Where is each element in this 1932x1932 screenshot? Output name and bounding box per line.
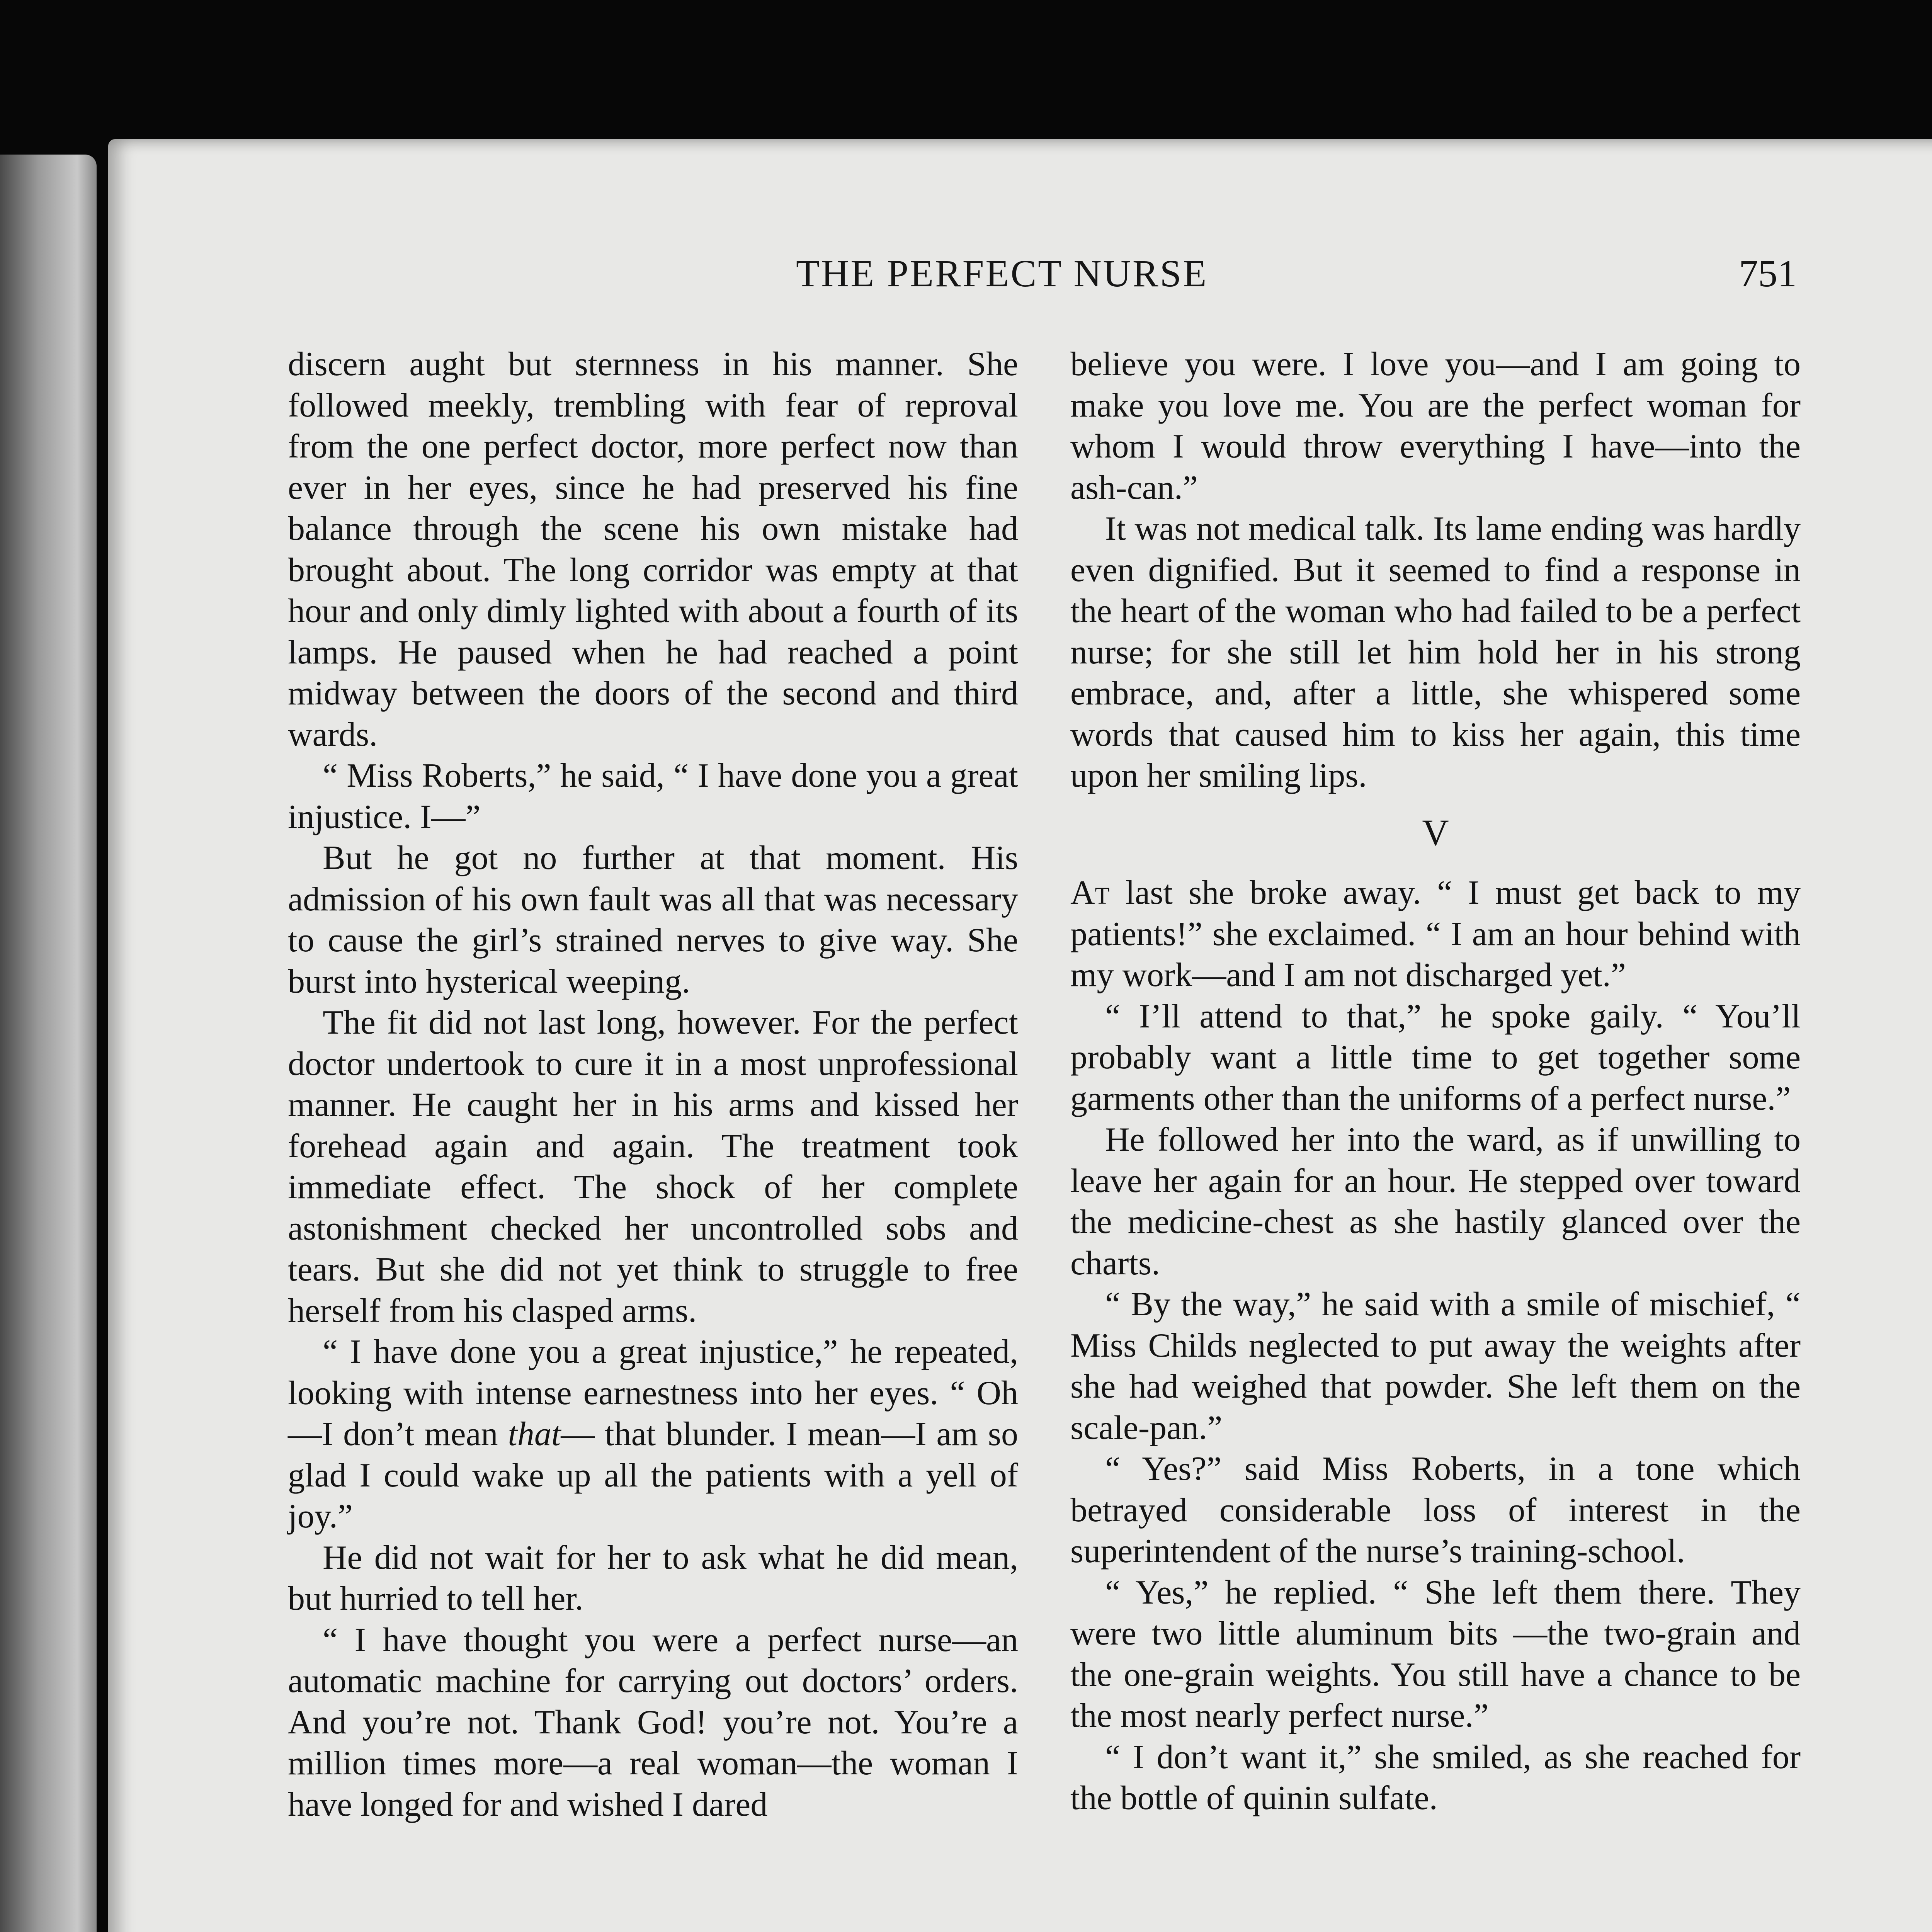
paragraph: “ I don’t want it,” she smiled, as she reached for the bottle of quinin sulfate. [1070, 1738, 1801, 1817]
section-number: V [1422, 811, 1449, 853]
paragraph-text: “ I have done you a great injustice,” he repeated, looking with intense earnestness into her eyes. “ Oh—I don’t mean [288, 1333, 1018, 1453]
left-page-edge [0, 155, 97, 1932]
left-text-column [288, 344, 1018, 1825]
lead-word: At [1070, 874, 1110, 912]
paragraph: “ By the way,” he said with a smile of mischief, “ Miss Childs neglected to put away the weights after she had weighed that powder. She left them on the scale-pan.” [1070, 1286, 1801, 1447]
paragraph: discern aught but sternness in his manner. She followed meekly, trembling with fear of reproval from the one perfect doctor, more perfect now than ever in her eyes, since he had preserved his fine balance through the scene his own mistake had brought about. The long corridor was empty at that hour and only dimly lighted with about a fourth of its lamps. He paused when he had reached a point midway between the doors of the second and third wards. [288, 345, 1018, 753]
paragraph: But he got no further at that moment. His admission of his own fault was all that was necessary to cause the girl’s strained nerves to give way. She burst into hysterical weeping. [288, 839, 1018, 1000]
running-title: THE PERFECT NURSE [796, 252, 1208, 295]
paragraph [288, 1332, 1018, 1537]
paragraph-text: — that blunder. I mean—I am so glad I could wake up all the patients with a yell of joy.” [288, 1415, 1018, 1535]
paragraph: He followed her into the ward, as if unwilling to leave her again for an hour. He stepped over toward the medicine-chest as she hastily glanced over the charts. [1070, 1121, 1801, 1282]
emphasis-text: that [508, 1415, 561, 1453]
page-number: 751 [1739, 252, 1797, 295]
paragraph: He did not wait for her to ask what he did mean, but hurried to tell her. [288, 1539, 1018, 1617]
paragraph: “ I’ll attend to that,” he spoke gaily. “ You’ll probably want a little time to get together some garments other than the uniforms of a perfect nurse.” [1070, 997, 1801, 1117]
paragraph [1070, 872, 1801, 996]
paragraph-text: last she broke away. “ I must get back to my patients!” she exclaimed. “ I am an hour behind with my work—and I am not discharged yet.” [1070, 874, 1801, 994]
paragraph: “ Yes?” said Miss Roberts, in a tone which betrayed considerable loss of interest in the superintendent of the nurse’s training-school. [1070, 1450, 1801, 1570]
paragraph: The fit did not last long, however. For the perfect doctor undertook to cure it in a most unprofessional manner. He caught her in his arms and kissed her forehead again and again. The treatment took immediate effect. The shock of her complete astonishment checked her uncontrolled sobs and tears. But she did not yet think to struggle to free herself from his clasped arms. [288, 1004, 1018, 1330]
paragraph: believe you were. I love you—and I am going to make you love me. You are the perfect woman for whom I would throw everything I have—into the ash-can.” [1070, 345, 1801, 507]
paragraph: “ Miss Roberts,” he said, “ I have done you a great injustice. I—” [288, 757, 1018, 836]
paragraph: It was not medical talk. Its lame ending was hardly even dignified. But it seemed to find a response in the heart of the woman who had failed to be a perfect nurse; for she still let him hold her in his strong embrace, and, after a little, she whispered some words that caused him to kiss her again, this time upon her smiling lips. [1070, 510, 1801, 794]
paragraph: “ Yes,” he replied. “ She left them there. They were two little aluminum bits —the two-grain and the one-grain weights. You still have a chance to be the most nearly perfect nurse.” [1070, 1573, 1801, 1735]
paragraph: “ I have thought you were a perfect nurse—an automatic machine for carrying out doctors’ orders. And you’re not. Thank God! you’re not. You’re a million times more—a real woman—the woman I have longed for and wished I dared [288, 1621, 1018, 1823]
right-text-column [1070, 344, 1801, 1819]
